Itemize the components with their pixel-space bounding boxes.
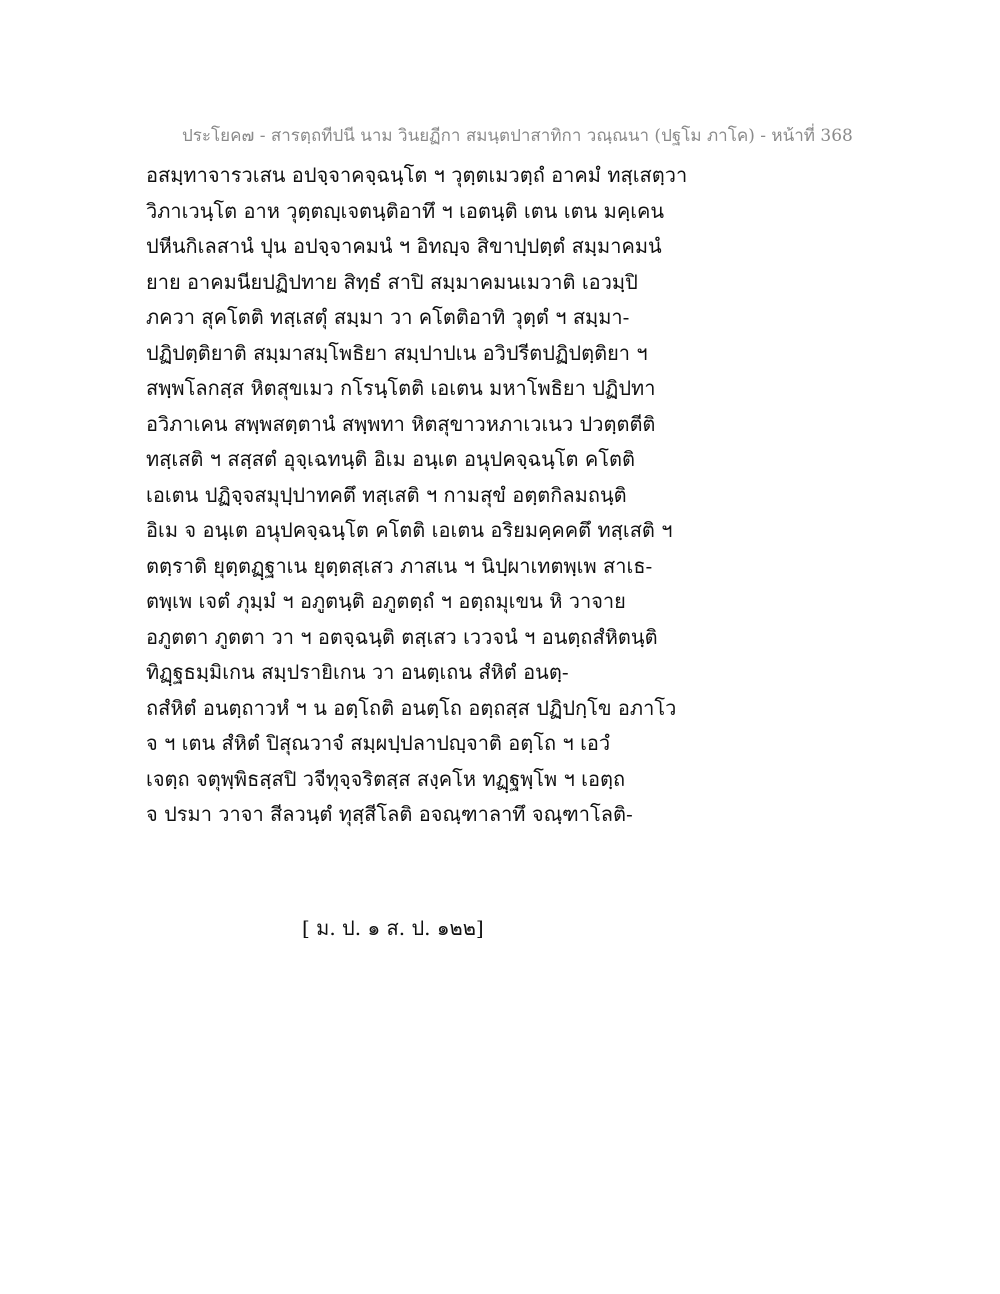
footnote-reference: [ ม. ป. ๑ ส. ป. ๑๒๒] — [302, 916, 484, 940]
text-line: ปฏิปตฺติยาติ สมฺมาสมฺโพธิยา สมฺปาปเน อวิปรีตปฏิปตฺติยา ฯ — [146, 340, 648, 365]
text-line: อิเม จ อนฺเต อนุปคจฺฉนฺโต คโตติ เอเตน อริยมคฺคคตึ ทสฺเสติ ฯ — [146, 518, 673, 542]
text-line: จ ฯ เตน สํหิตํ ปิสุณวาจํ สมฺผปฺปลาปญฺจาติ อตฺโถ ฯ เอวํ — [146, 731, 611, 755]
text-line: ภควา สุคโตติ ทสฺเสตุํ สมฺมา วา คโตติอาทิ วุตฺตํ ฯ สมฺมา- — [146, 305, 630, 329]
text-line: ยาย อาคมนียปฏิปทาย สิทฺธํ สาปิ สมฺมาคมนเมวาติ เอวมฺปิ — [146, 269, 638, 294]
text-line: เจตฺถ จตุพฺพิธสฺสปิ วจีทุจฺจริตสฺส สงฺคโห ทฏฺฐพฺโพ ฯ เอตฺถ — [146, 766, 626, 791]
text-line: อภูตตา ภูตตา วา ฯ อตจฺฉนฺติ ตสฺเสว เววจนํ ฯ อนตฺถสํหิตนฺติ — [146, 624, 658, 649]
page-header: ประโยค๗ - สารตฺถทีปนี นาม วินยฏีกา สมนฺตปาสาทิกา วณฺณนา (ปฐโม ภาโค) - หน้าที่ 368 — [182, 126, 853, 146]
text-line: ถสํหิตํ อนตฺถาวหํ ฯ น อตฺโถติ อนตฺโถ อตฺถสฺส ปฏิปกฺโข อภาโว — [146, 695, 677, 720]
text-line: อสมฺทาจารวเสน อปจฺจาคจฺฉนฺโต ฯ วุตฺตเมวตฺถํ อาคมํ ทสฺเสตฺวา — [146, 163, 688, 187]
text-line: สพฺพโลกสฺส หิตสุขเมว กโรนฺโตติ เอเตน มหาโพธิยา ปฏิปทา — [146, 376, 656, 400]
text-line: อวิภาเคน สพฺพสตฺตานํ สพฺพทา หิตสุขาวหภาเวเนว ปวตฺตตีติ — [146, 411, 656, 436]
body-text — [146, 158, 686, 833]
text-line: วิภาเวนฺโต อาห วุตฺตญฺเจตนฺติอาทึ ฯ เอตนฺติ เตน เตน มคฺเคน — [146, 198, 665, 223]
text-line: เอเตน ปฏิจฺจสมุปฺปาทคตึ ทสฺเสติ ฯ กามสุขํ อตฺตกิลมถนฺติ — [146, 482, 627, 507]
text-line: ตพฺเพ เจตํ ภุมฺมํ ฯ อภูตนฺติ อภูตตฺถํ ฯ อตฺถมุเขน หิ วาจาย — [146, 589, 626, 613]
text-line: ทิฏฺฐธมฺมิเกน สมฺปรายิเกน วา อนตฺเถน สํหิตํ อนตฺ- — [146, 660, 569, 684]
text-line: จ ปรมา วาจา สีลวนฺตํ ทุสฺสีโลติ อจณฺฑาลาทึ จณฺฑาโลติ- — [146, 802, 633, 826]
text-line: ทสฺเสติ ฯ สสฺสตํ อุจฺเฉทนฺติ อิเม อนฺเต อนุปคจฺฉนฺโต คโตติ — [146, 447, 635, 471]
text-line: ปหีนกิเลสานํ ปุน อปจฺจาคมนํ ฯ อิทญฺจ สิขาปฺปตฺตํ สมฺมาคมนํ — [146, 234, 662, 258]
text-line: ตตฺราติ ยุตฺตฏฺฐาเน ยุตฺตสฺเสว ภาสเน ฯ นิปฺผาเทตพฺเพ สาเธ- — [146, 553, 653, 578]
